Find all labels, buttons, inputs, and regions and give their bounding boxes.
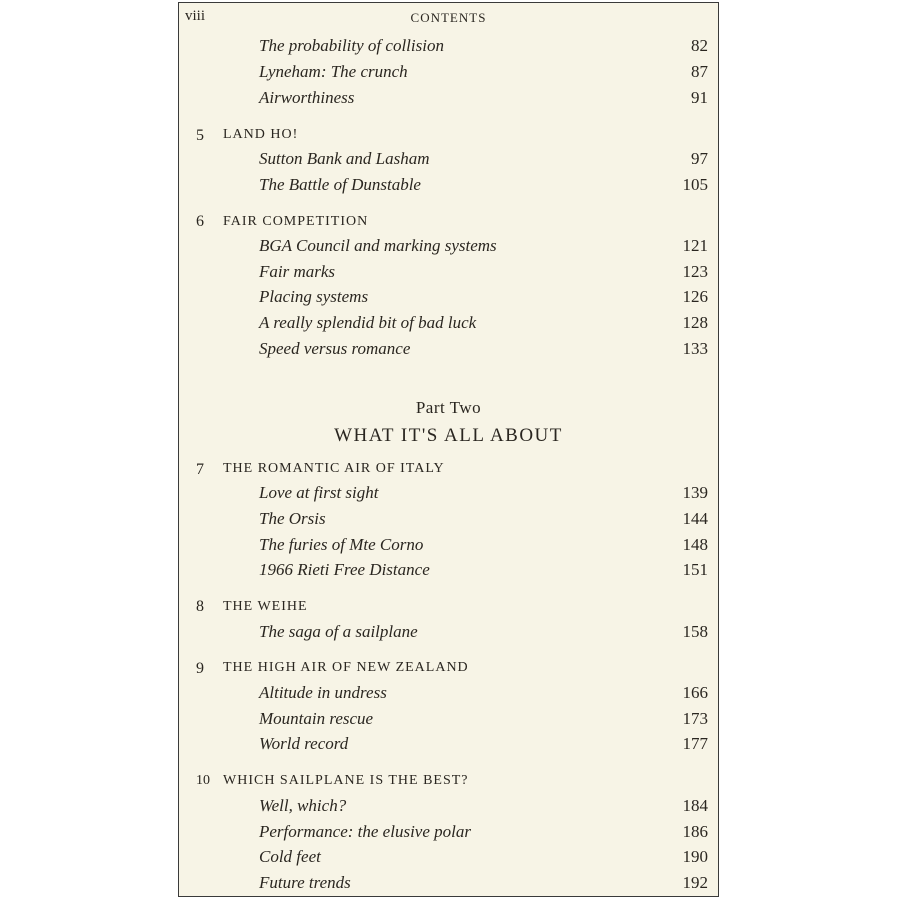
toc-entry-page: 190 [682, 847, 708, 866]
part-label: Part Two [415, 398, 482, 417]
toc-entry-page: 158 [682, 622, 708, 641]
toc-entry-title: Future trends [259, 873, 351, 892]
toc-entry-page: 123 [682, 262, 708, 281]
chapter-number: 7 [196, 461, 204, 478]
chapter-number: 8 [196, 598, 204, 615]
chapter-title: LAND HO! [223, 127, 299, 142]
toc-entry-title: Placing systems [259, 287, 369, 306]
part-title: WHAT IT'S ALL ABOUT [334, 425, 563, 446]
toc-entry-title: Fair marks [259, 262, 336, 281]
toc-entry-page: 139 [682, 483, 708, 502]
toc-entry-title: Airworthiness [259, 88, 355, 107]
toc-entry-title: The furies of Mte Corno [259, 535, 424, 554]
toc-entry-title: Love at first sight [259, 483, 379, 502]
toc-entry-page: 186 [682, 822, 708, 841]
toc-entry-title: Sutton Bank and Lasham [259, 149, 430, 168]
toc-entry-title: Speed versus romance [259, 339, 411, 358]
toc-entry-page: 87 [691, 62, 708, 81]
toc-entry-page: 148 [682, 535, 708, 554]
toc-entry-title: 1966 Rieti Free Distance [259, 560, 430, 579]
toc-entry-page: 144 [682, 509, 708, 528]
toc-entry-title: A really splendid bit of bad luck [259, 313, 477, 332]
toc-entry-title: Altitude in undress [259, 683, 387, 702]
toc-entry-page: 105 [682, 175, 708, 194]
toc-entry-title: The probability of collision [259, 36, 444, 55]
toc-entry-page: 177 [682, 734, 708, 753]
toc-entry-title: BGA Council and marking systems [259, 236, 497, 255]
chapter-number: 10 [196, 773, 210, 788]
toc-entry-title: Lyneham: The crunch [259, 62, 408, 81]
running-head: CONTENTS [410, 10, 487, 25]
toc-entry-title: The Orsis [259, 509, 326, 528]
page-folio: viii [185, 8, 206, 24]
toc-entry-title: Mountain rescue [259, 709, 374, 728]
chapter-title: THE HIGH AIR OF NEW ZEALAND [223, 660, 469, 675]
toc-entry-title: World record [259, 734, 349, 753]
toc-entry-page: 192 [682, 873, 708, 892]
toc-entry-page: 121 [682, 236, 708, 255]
toc-entry-title: Well, which? [259, 796, 347, 815]
toc-entry-title: Performance: the elusive polar [259, 822, 471, 841]
book-page [178, 2, 719, 897]
toc-entry-page: 97 [691, 149, 708, 168]
chapter-title: FAIR COMPETITION [223, 214, 369, 229]
chapter-title: WHICH SAILPLANE IS THE BEST? [223, 773, 469, 788]
toc-entry-page: 82 [691, 36, 708, 55]
toc-entry-page: 151 [682, 560, 708, 579]
toc-entry-title: The saga of a sailplane [259, 622, 418, 641]
toc-entry-title: Cold feet [259, 847, 321, 866]
toc-entry-page: 166 [682, 683, 708, 702]
chapter-number: 6 [196, 213, 204, 230]
chapter-title: THE WEIHE [223, 599, 308, 614]
chapter-number: 9 [196, 660, 204, 677]
toc-entry-page: 184 [682, 796, 708, 815]
toc-entry-title: The Battle of Dunstable [259, 175, 421, 194]
chapter-title: THE ROMANTIC AIR OF ITALY [223, 461, 445, 476]
toc-entry-page: 133 [682, 339, 708, 358]
chapter-number: 5 [196, 127, 204, 144]
toc-entry-page: 173 [682, 709, 708, 728]
toc-entry-page: 128 [682, 313, 708, 332]
toc-entry-page: 126 [682, 287, 708, 306]
toc-entry-page: 91 [691, 88, 708, 107]
